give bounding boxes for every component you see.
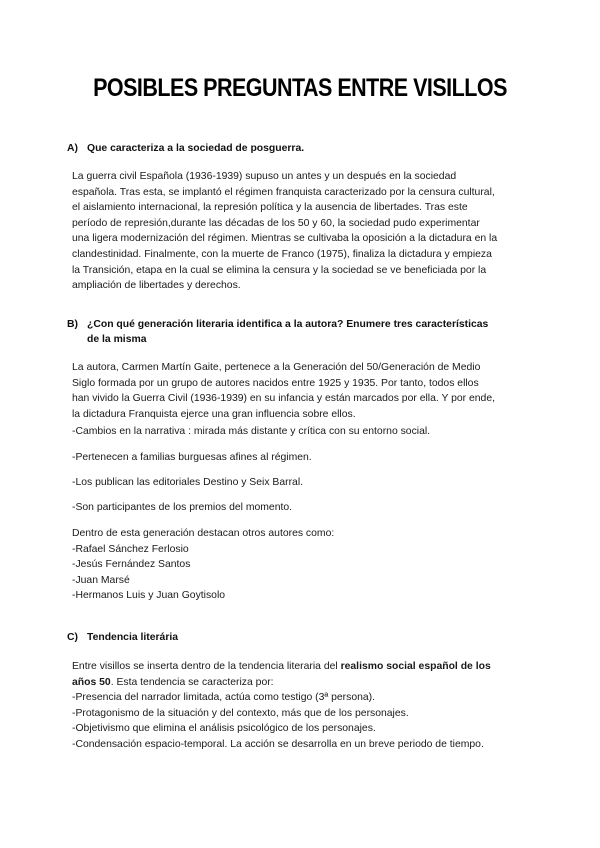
body-line: han vivido la Guerra Civil (1936-1939) en su infancia y están marcados por ella. Y por ende,	[72, 393, 495, 405]
section-a-title: Que caracteriza a la sociedad de posguerra.	[87, 143, 305, 154]
section-c-body	[72, 659, 537, 753]
author-item: -Jesús Fernández Santos	[72, 559, 191, 571]
feature-item: -Son participantes de los premios del momento.	[72, 502, 293, 513]
body-line: La autora, Carmen Martín Gaite, pertenece a la Generación del 50/Generación de Medio	[72, 362, 481, 373]
intro-bold-term: realismo social español de los	[340, 661, 491, 672]
author-item: -Hermanos Luis y Juan Goytisolo	[72, 590, 226, 602]
trait-item: -Presencia del narrador limitada, actúa como testigo (3ª persona).	[72, 692, 376, 704]
author-item: -Rafael Sánchez Ferlosio	[72, 543, 189, 555]
section-b-letter: B)	[67, 319, 78, 330]
intro-bold-term-2: años 50	[72, 676, 111, 688]
body-line: una ligera modernización del régimen. Mientras se cultivaba la oposición a la dictadura en la	[72, 233, 498, 245]
section-a-heading	[67, 141, 537, 156]
section-b-title-line1: ¿Con qué generación literaria identifica a la autora? Enumere tres características	[87, 319, 489, 330]
section-a-body	[72, 169, 537, 294]
feature-item: -Cambios en la narrativa : mirada más distante y crítica con su entorno social.	[72, 426, 431, 437]
section-c-letter: C)	[67, 632, 78, 643]
section-c-title: Tendencia literária	[87, 632, 179, 643]
intro-text: Entre visillos se inserta dentro de la tendencia literaria del	[72, 661, 341, 672]
intro-text-after: . Esta tendencia se caracteriza por:	[110, 676, 274, 688]
body-line: Siglo formada por un grupo de autores nacidos entre 1925 y 1935. Por tanto, todos ellos	[72, 377, 479, 389]
body-line: española. Tras esta, se implantó el régimen franquista caracterizado por la censura cultural,	[72, 186, 495, 198]
body-line: la dictadura Franquista ejerce una gran influencia sobre ellos.	[72, 408, 356, 420]
author-item: -Juan Marsé	[72, 574, 130, 586]
authors-list	[72, 526, 537, 604]
section-a-letter: A)	[67, 143, 78, 154]
trait-item: -Condensación espacio-temporal. La acción se desarrolla en un breve periodo de tiempo.	[72, 738, 484, 750]
body-line: período de represión,durante las décadas de los 50 y 60, la sociedad pudo experimentar	[72, 217, 480, 229]
trait-item: -Protagonismo de la situación y del contexto, más que de los personajes.	[72, 707, 409, 719]
page-title: POSIBLES PREGUNTAS ENTRE VISILLOS	[93, 74, 507, 102]
body-line: clandestinidad. Finalmente, con la muerte de Franco (1975), finaliza la dictadura y empieza	[72, 248, 492, 260]
body-line: el aislamiento internacional, la represión política y la ausencia de libertades. Tras este	[72, 202, 468, 214]
intro-line-1	[72, 659, 537, 675]
section-b-heading	[67, 317, 537, 347]
body-line: ampliación de libertades y derechos.	[72, 280, 241, 292]
section-b-intro	[72, 360, 537, 422]
trait-item: -Objetivismo que elimina el análisis psicológico de los personajes.	[72, 723, 376, 735]
section-b-title-line2: de la misma	[87, 334, 147, 345]
intro-line-2	[72, 675, 537, 691]
feature-item: -Pertenecen a familias burguesas afines al régimen.	[72, 452, 312, 463]
feature-item: -Los publican las editoriales Destino y Seix Barral.	[72, 477, 304, 488]
body-line: La guerra civil Española (1936-1939) supuso un antes y un después en la sociedad	[72, 171, 457, 182]
authors-intro: Dentro de esta generación destacan otros autores como:	[72, 528, 335, 539]
body-line: la Transición, etapa en la cual se elimina la censura y la sociedad se ve beneficiada por la	[72, 264, 487, 276]
section-c-heading	[67, 630, 537, 645]
